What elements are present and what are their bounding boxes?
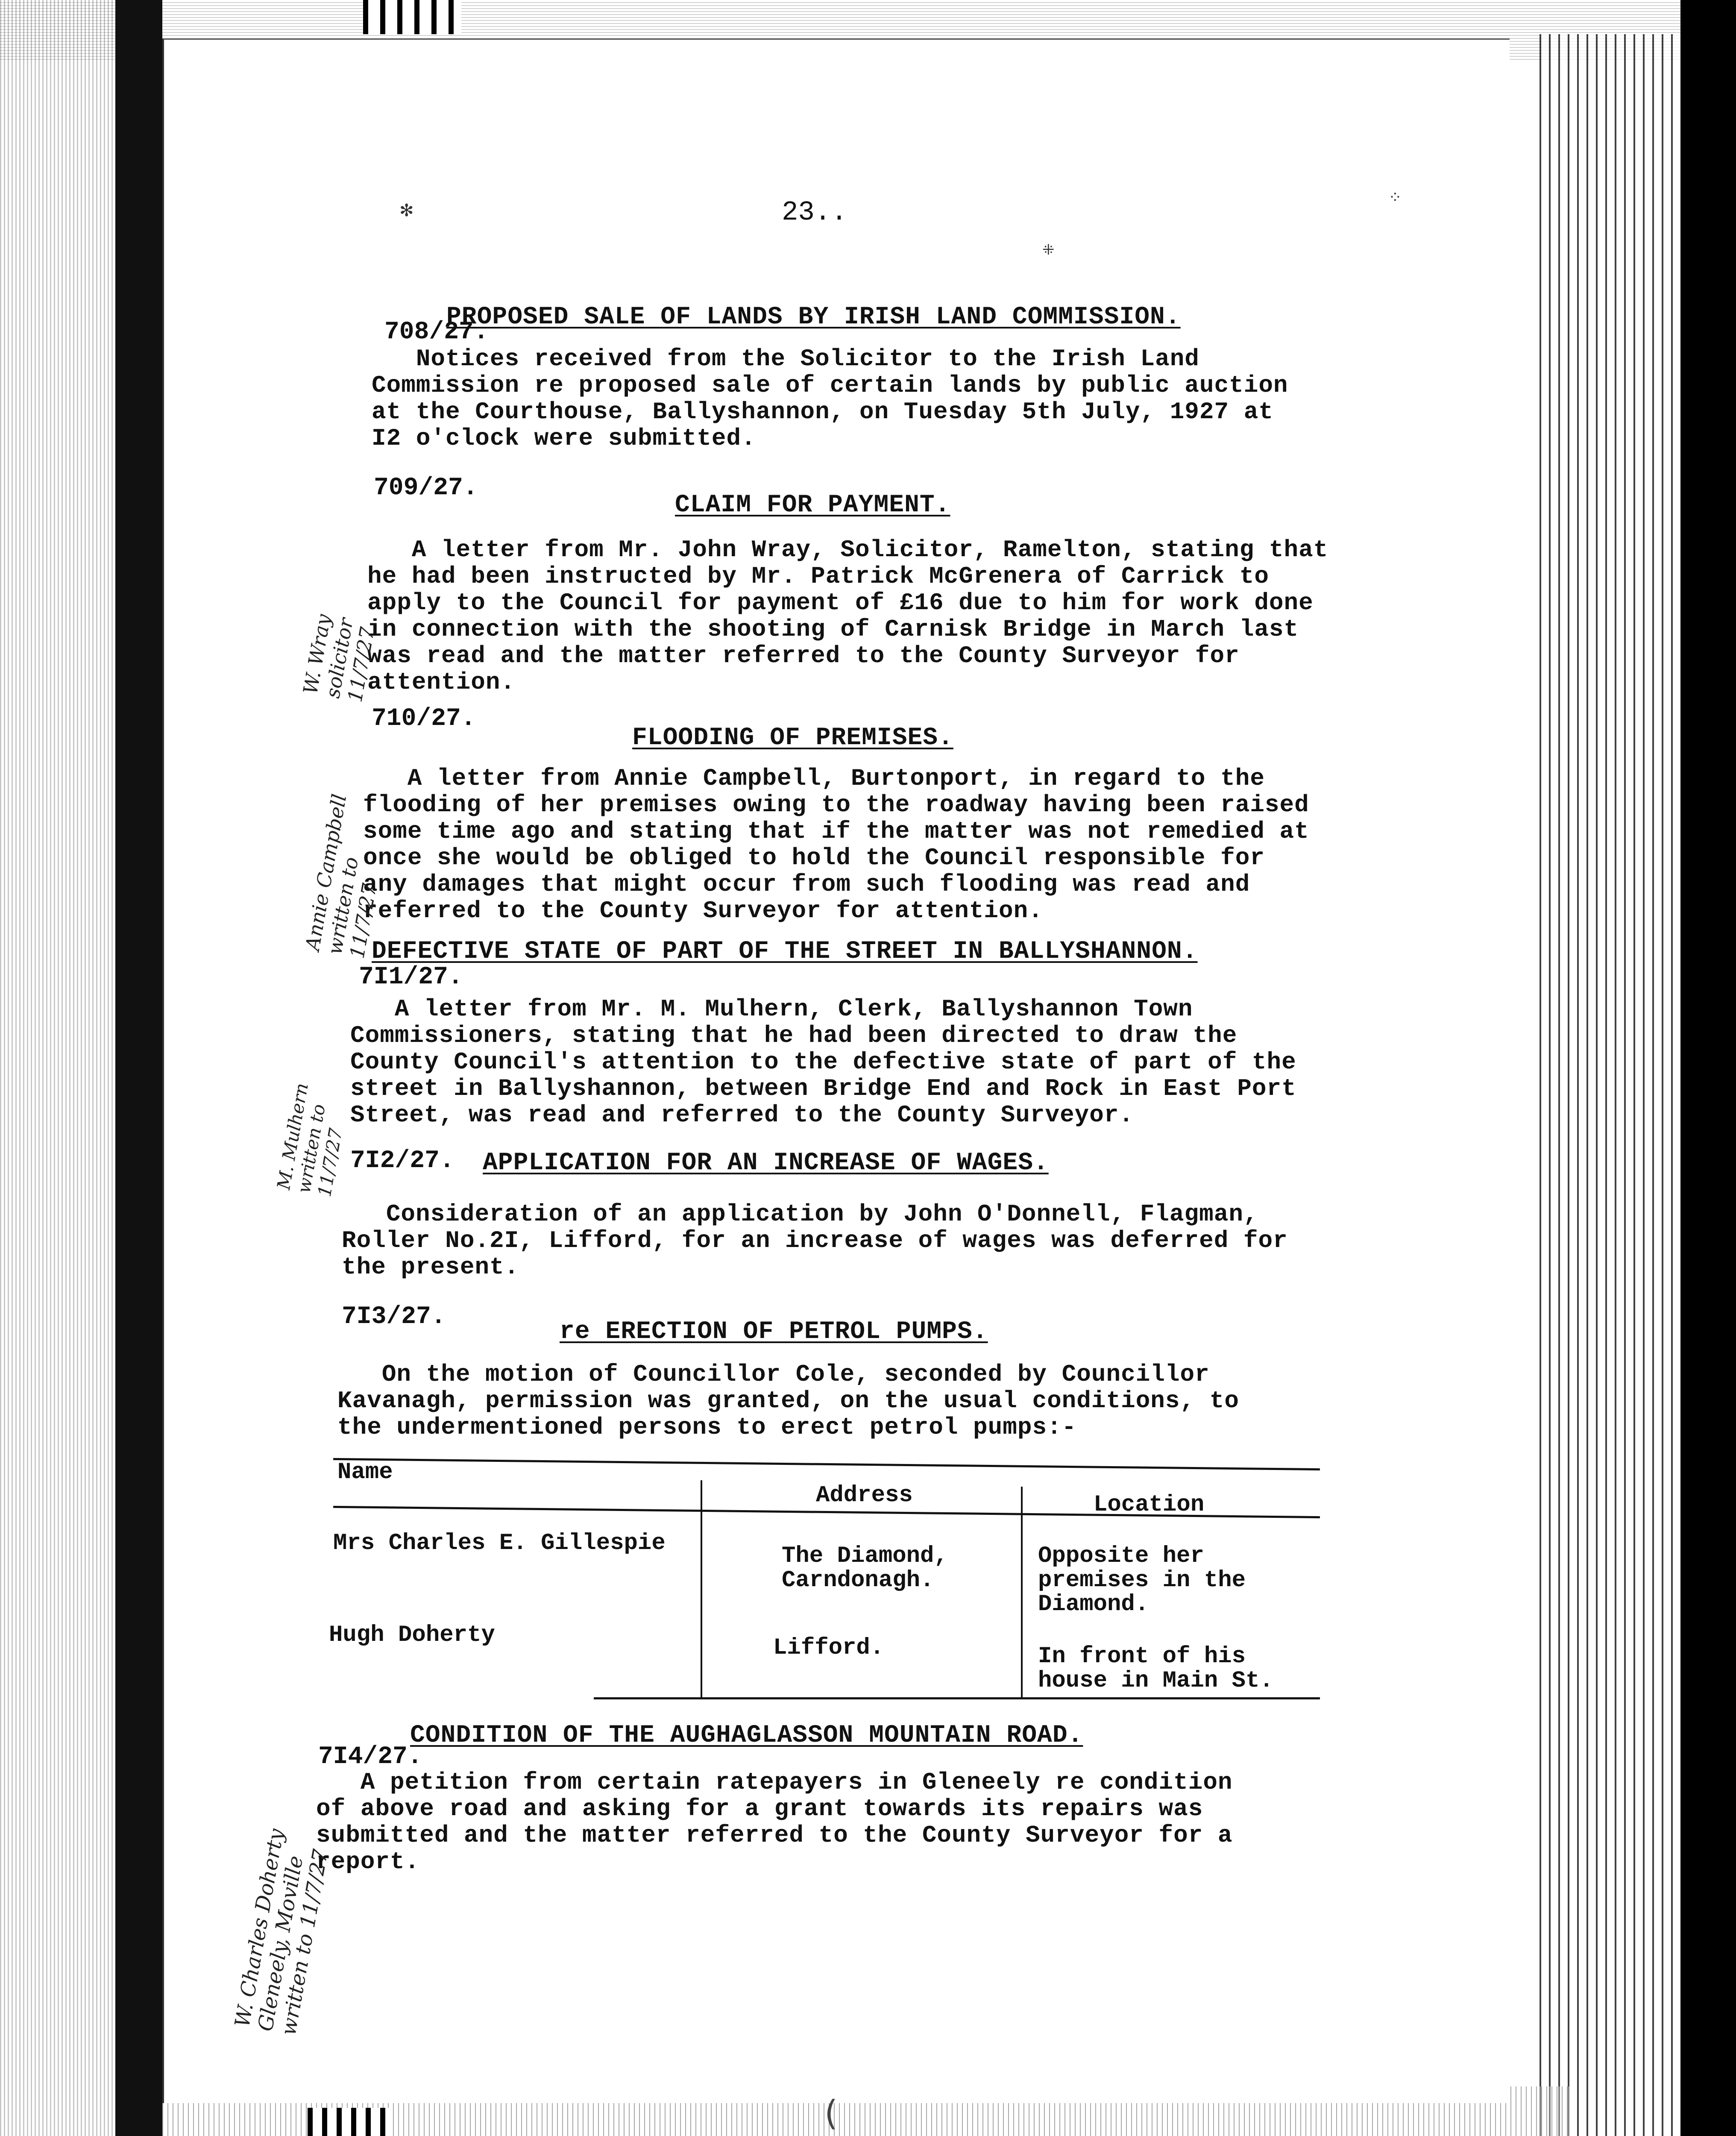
body-line: once she would be obliged to hold the Council responsible for (363, 844, 1265, 871)
body-line: referred to the County Surveyor for attention. (363, 897, 1043, 924)
body-line: Consideration of an application by John O'Donnell, Flagman, (342, 1200, 1258, 1228)
scan-speck: ⁜ (1042, 241, 1055, 258)
body-line: A letter from Mr. M. Mulhern, Clerk, Ballyshannon Town (350, 995, 1193, 1023)
table-header-address: Address (816, 1482, 913, 1508)
body-line: report. (316, 1848, 420, 1875)
body-line: A letter from Annie Campbell, Burtonport, in regard to the (363, 765, 1265, 792)
table-cell-name: Hugh Doherty (329, 1622, 495, 1648)
body-line: Commissioners, stating that he had been directed to draw the (350, 1022, 1237, 1049)
page-number: 23.. (782, 197, 847, 228)
scan-right-edge (1680, 0, 1736, 2136)
body-line: A petition from certain ratepayers in Gleneely re condition (316, 1769, 1233, 1796)
minute-number: 7I4/27. (318, 1743, 422, 1771)
margin-annotation: W. Wray solicitor 11/7/27 (299, 612, 379, 704)
binding-marks-top (363, 0, 461, 34)
body-line: attention. (367, 669, 516, 696)
table-cell-location: Opposite her premises in the Diamond. (1038, 1543, 1246, 1618)
margin-annotation: Annie Campbell written to 11/7/27 (301, 792, 381, 960)
body-line: Street, was read and referred to the County Surveyor. (350, 1101, 1134, 1129)
table-cell-location: In front of his house in Main St. (1038, 1643, 1273, 1694)
section-heading: APPLICATION FOR AN INCREASE OF WAGES. (483, 1149, 1049, 1177)
table-header-name: Name (337, 1459, 393, 1485)
body-line: some time ago and stating that if the matter was not remedied at (363, 818, 1309, 845)
body-line: street in Ballyshannon, between Bridge End and Rock in East Port (350, 1075, 1296, 1102)
minute-number: 7I3/27. (342, 1303, 446, 1331)
section-heading: re ERECTION OF PETROL PUMPS. (560, 1318, 988, 1346)
section-heading: CONDITION OF THE AUGHAGLASSON MOUNTAIN ROAD. (410, 1722, 1083, 1749)
book-spine-shadow (115, 0, 162, 2136)
body-line: the present. (342, 1253, 519, 1281)
scan-speck: ✻ (399, 201, 414, 220)
body-line: any damages that might occur from such flooding was read and (363, 871, 1250, 898)
binding-marks-bottom (308, 2108, 393, 2136)
body-line: in connection with the shooting of Carnisk Bridge in March last (367, 616, 1299, 643)
section-heading: PROPOSED SALE OF LANDS BY IRISH LAND COMMISSION. (446, 303, 1181, 331)
table-cell-address: Lifford. (773, 1635, 884, 1661)
petrol-pumps-table (329, 1459, 1328, 1711)
body-line: Commission re proposed sale of certain lands by public auction (372, 372, 1288, 399)
table-header-location: Location (1094, 1492, 1205, 1518)
section-heading: CLAIM FOR PAYMENT. (675, 491, 950, 519)
body-line: was read and the matter referred to the County Surveyor for (367, 642, 1240, 669)
scan-speck: ⁘ (1388, 188, 1402, 207)
table-bottom-rule (594, 1697, 1320, 1699)
table-column-rule (701, 1480, 702, 1698)
body-line: Roller No.2I, Lifford, for an increase of wages was deferred for (342, 1227, 1288, 1254)
minute-number: 708/27. (384, 318, 489, 346)
scan-speck: ( (824, 2093, 838, 2133)
margin-annotation: M. Mulhern written to 11/7/27 (273, 1081, 346, 1199)
body-line: A letter from Mr. John Wray, Solicitor, Ramelton, stating that (367, 536, 1328, 563)
minute-number: 710/27. (372, 705, 476, 733)
minute-number: 7I2/27. (350, 1147, 455, 1175)
body-line: the undermentioned persons to erect petrol pumps:- (337, 1414, 1077, 1441)
table-column-rule (1021, 1487, 1023, 1698)
section-heading: FLOODING OF PREMISES. (632, 724, 953, 752)
body-line: Notices received from the Solicitor to the Irish Land (372, 345, 1199, 373)
body-line: apply to the Council for payment of £16 due to him for work done (367, 589, 1314, 616)
table-cell-address: The Diamond, Carndonagh. (782, 1543, 948, 1593)
body-line: at the Courthouse, Ballyshannon, on Tuesday 5th July, 1927 at (372, 398, 1273, 425)
body-line: I2 o'clock were submitted. (372, 425, 756, 452)
margin-annotation: W. Charles Doherty Gleneely, Moville written to 11/7/27 (230, 1827, 333, 2037)
body-line: County Council's attention to the defective state of part of the (350, 1048, 1296, 1076)
body-line: of above road and asking for a grant towards its repairs was (316, 1795, 1203, 1822)
section-heading: DEFECTIVE STATE OF PART OF THE STREET IN BALLYSHANNON. (372, 938, 1198, 965)
table-cell-name: Mrs Charles E. Gillespie (333, 1530, 666, 1556)
minute-number: 709/27. (374, 474, 478, 502)
body-line: submitted and the matter referred to the County Surveyor for a (316, 1822, 1233, 1849)
body-line: Kavanagh, permission was granted, on the usual conditions, to (337, 1387, 1239, 1414)
body-line: flooding of her premises owing to the roadway having been raised (363, 791, 1309, 819)
minute-number: 7I1/27. (359, 963, 463, 991)
body-line: On the motion of Councillor Cole, seconded by Councillor (337, 1361, 1210, 1388)
body-line: he had been instructed by Mr. Patrick McGrenera of Carrick to (367, 563, 1269, 590)
